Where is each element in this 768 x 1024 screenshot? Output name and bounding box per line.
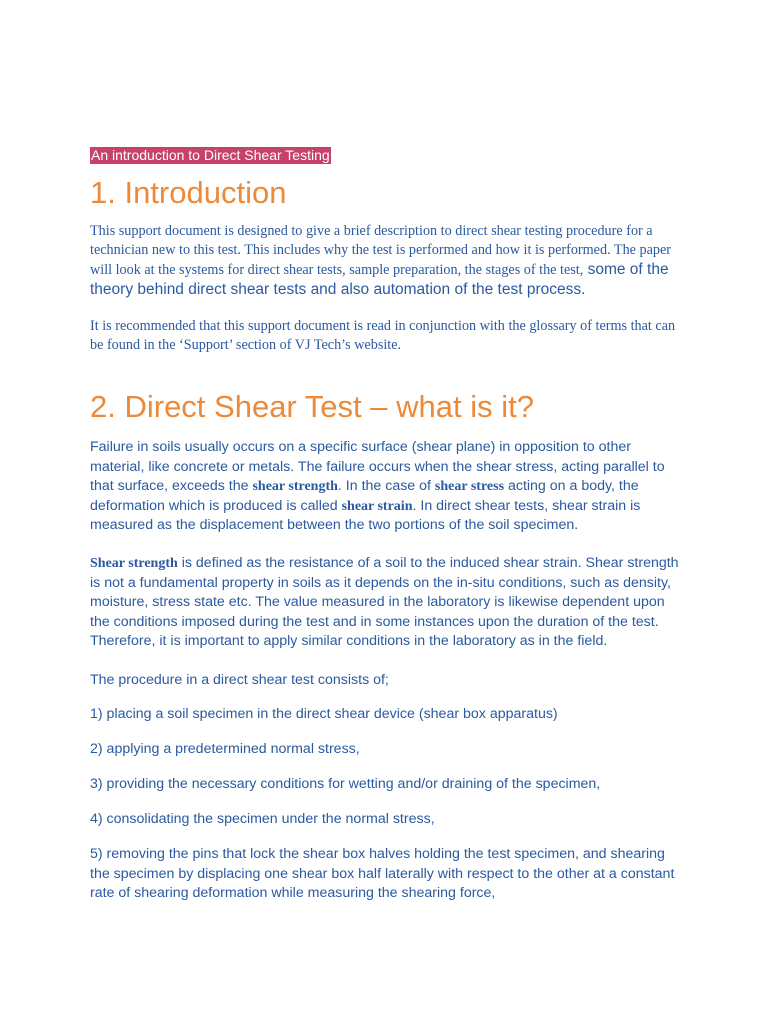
failure-paragraph [90, 438, 680, 536]
procedure-step-5: 5) removing the pins that lock the shear box halves holding the test specimen, and shearing the specimen by displacing one shear box half laterally with respect to the other at a constant rate of shearing deformation while measuring the shearing force, [90, 846, 675, 901]
procedure-step-2: 2) applying a predetermined normal stress, [90, 741, 360, 757]
term-shear-strain: shear strain [341, 498, 413, 514]
failure-text-b: . In the case of [337, 478, 435, 494]
failure-text-c: acting on a body, the deformation which is produced is called [90, 478, 639, 514]
shear-strength-text: is defined as the resistance of a soil to the induced shear strain. Shear strength is not a fundamental property in soils as it depends on the in-situ conditions, such as density, moisture, stress state etc. The value measured in the laboratory is likewise dependent upon the conditions imposed during the test and in some instances upon the duration of the test. Therefore, it is important to apply similar conditions in the laboratory as in the field. [90, 555, 679, 649]
document-title-label: An introduction to Direct Shear Testing [91, 147, 330, 163]
procedure-step-3: 3) providing the necessary conditions for wetting and/or draining of the specimen, [90, 776, 601, 792]
term-shear-strength-cap: Shear strength [90, 556, 178, 571]
recommendation-paragraph: It is recommended that this support document is read in conjunction with the glossary of terms that can be found in the ‘Support’ section of VJ Tech’s website. [90, 318, 676, 353]
intro-paragraph-sans-text: some of the theory behind direct shear tests and also automation of the test process. [90, 261, 669, 298]
intro-paragraph [90, 222, 690, 300]
intro-paragraph-serif-text: This support document is designed to give a brief description to direct shear testing procedure for a technician new to this test. This includes why the test is performed and how it is performed. The paper will look at the systems for direct shear tests, sample preparation, the stages of the test, [90, 223, 672, 278]
term-shear-strength: shear strength [252, 479, 338, 494]
section-heading-introduction: 1. Introduction [90, 175, 287, 210]
procedure-step-1: 1) placing a soil specimen in the direct shear device (shear box apparatus) [90, 706, 558, 722]
procedure-intro: The procedure in a direct shear test consists of; [90, 672, 389, 688]
procedure-step-4: 4) consolidating the specimen under the normal stress, [90, 811, 435, 827]
failure-text-d: . In direct shear tests, shear strain is measured as the displacement between the two portions of the soil specimen. [90, 497, 641, 533]
term-shear-stress: shear stress [434, 479, 505, 494]
shear-strength-paragraph [90, 554, 680, 652]
section-heading-direct-shear-test: 2. Direct Shear Test – what is it? [90, 389, 534, 424]
failure-text-a: Failure in soils usually occurs on a specific surface (shear plane) in opposition to other material, like concrete or metals. The failure occurs when the shear stress, acting parallel to that surface, exceeds the [90, 439, 665, 494]
